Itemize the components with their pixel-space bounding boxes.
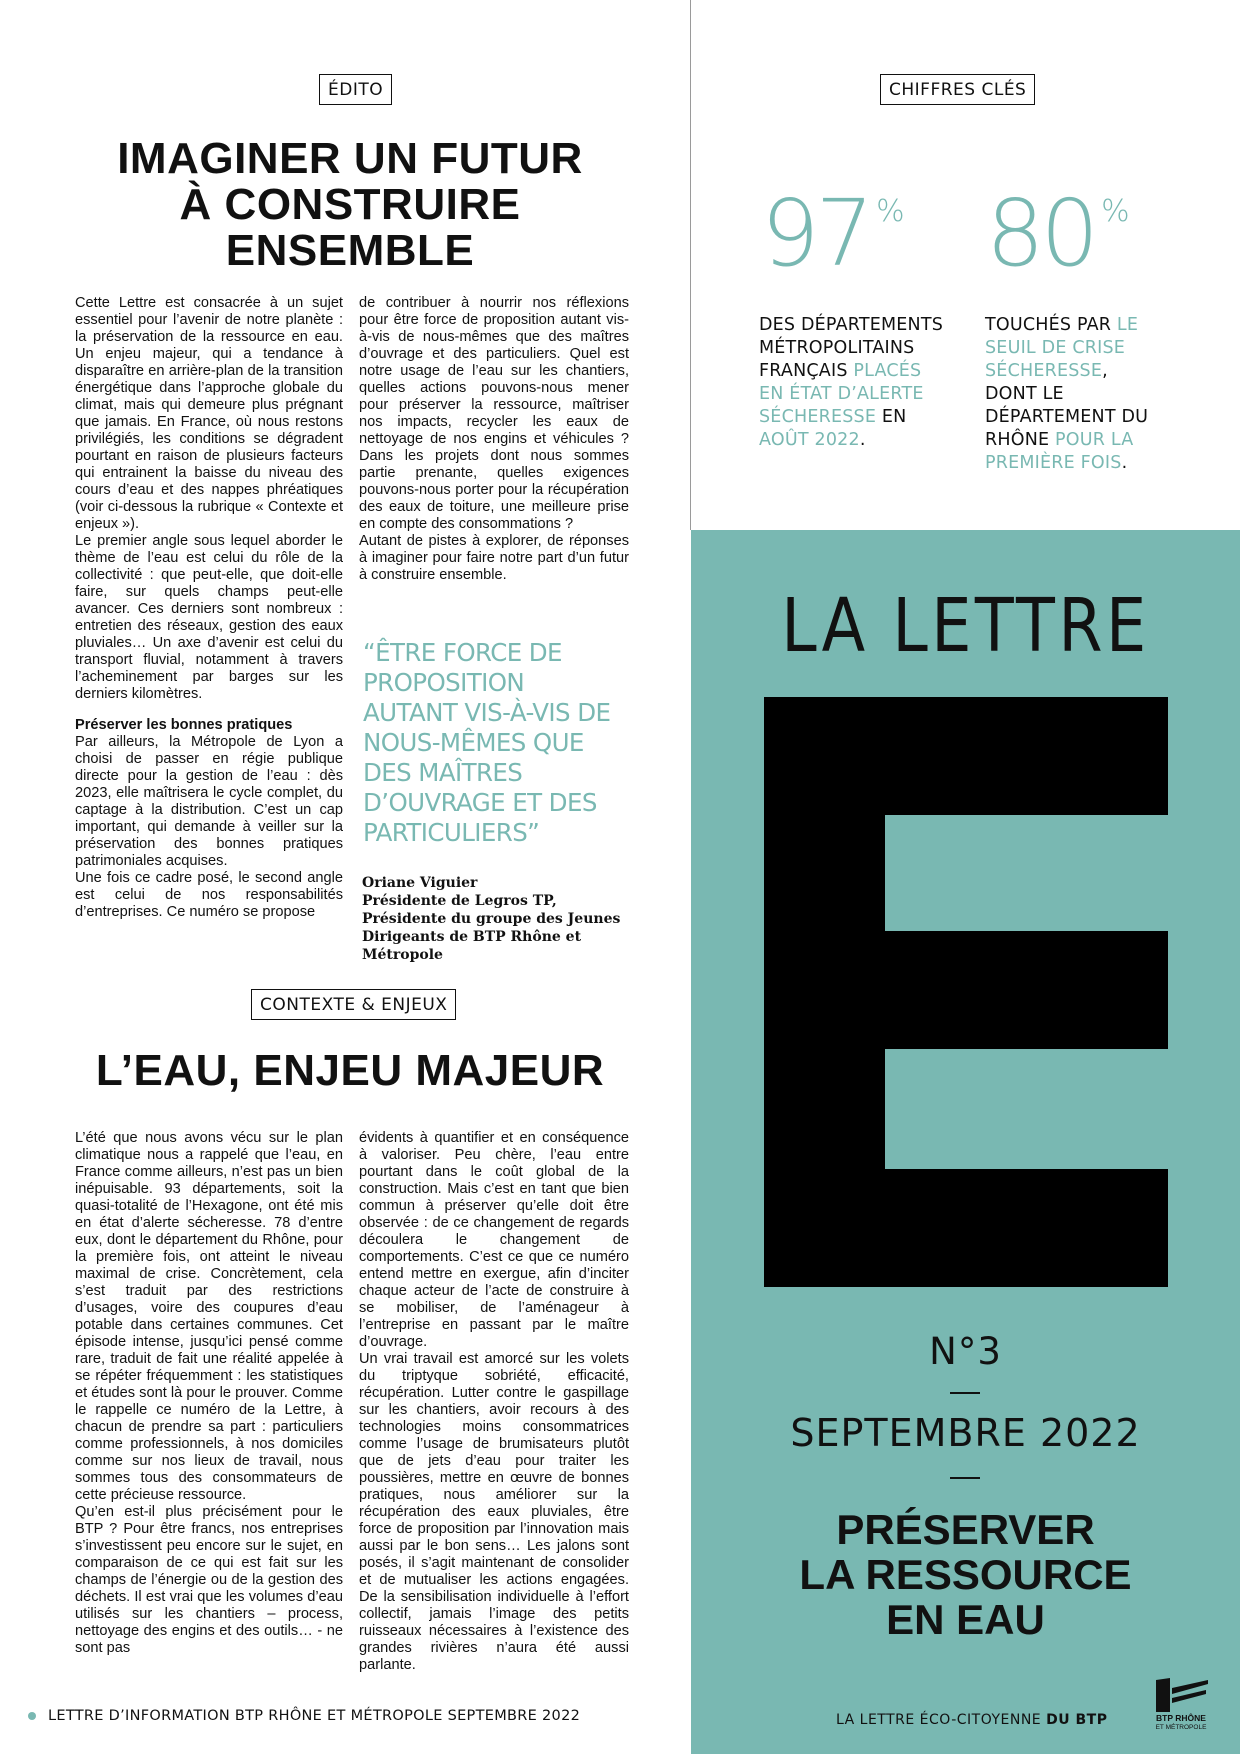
stat2-unit: % — [1101, 194, 1130, 229]
edito-paragraph: Le premier angle sous lequel aborder le thème de l’eau est celui du rôle de la collectivité : que peut-elle, que doit-elle faire, sur quels champs peut-elle avancer. Ces derniers sont nombreux : entretien des réseaux, gestion des eaux pluviales… Un axe d’avenir est celui du transport fluvial, notamment à travers l’acheminement par barges sur les derniers kilomètres. — [75, 533, 343, 702]
edito-pull-quote: “ÊTRE FORCE DE PROPOSITION AUTANT VIS-À-VIS DE NOUS-MÊMES QUE DES MAÎTRES D’OUVRAGE ET DES PARTICULIERS” — [363, 638, 611, 847]
bullet-dot-icon — [28, 1712, 36, 1720]
stat2-text-part: . — [1121, 453, 1128, 473]
dash-divider — [950, 1392, 980, 1394]
edito-subheading: Préserver les bonnes pratiques — [75, 717, 293, 733]
stat2-description — [985, 314, 1165, 475]
contexte-title: L’EAU, ENJEU MAJEUR — [95, 1046, 605, 1095]
edito-signature — [362, 874, 632, 964]
issue-number: N°3 — [929, 1330, 1002, 1373]
logo-name: BTP RHÔNE — [1156, 1713, 1206, 1723]
signature-line: Métropole — [362, 947, 443, 963]
key-figures-panel — [691, 0, 1240, 530]
stat1-unit: % — [876, 194, 905, 229]
edito-column-2 — [359, 295, 629, 584]
signature-line: Présidente du groupe des Jeunes — [362, 911, 621, 927]
footer-right-bold: DU BTP — [1046, 1712, 1108, 1728]
dash-divider — [950, 1477, 980, 1479]
edito-title-line: À CONSTRUIRE — [179, 180, 521, 229]
masthead: LA LETTRE — [781, 583, 1150, 669]
stat2-text-part: POUR LA PREMIÈRE FOIS — [985, 430, 1134, 473]
stat1-text-part: AOÛT 2022 — [759, 430, 860, 450]
stat2-value — [986, 180, 1130, 302]
contexte-paragraph: Qu’en est-il plus précisément pour le BTP ? Pour être francs, nos entreprises s’investissent peu encore sur le sujet, en comparaison de ce qui est fait sur les champs de l’énergie ou de la gestion des déchets. Il est vrai que les volumes d’eau utilisés sur les chantiers – process, nettoyage des engins et des outils… - ne sont pas — [75, 1504, 343, 1656]
stat2-number: 80 — [986, 180, 1096, 287]
footer-right-prefix: LA LETTRE ÉCO-CITOYENNE — [836, 1712, 1047, 1728]
logo-text — [1146, 1714, 1216, 1732]
chiffres-tag: CHIFFRES CLÉS — [880, 74, 1035, 105]
contexte-paragraph: Un vrai travail est amorcé sur les volets du triptyque sobriété, efficacité, récupération. Lutter contre le gaspillage sur les chantiers, avoir recours à des technologies moins consommatrices comme l’usage de brumisateurs plutôt que de jets d’eau pour traiter les poussières, mettre en œuvre de bonnes pratiques, nous améliorer sur la récupération des eaux pluviales, être force de proposition par l’innovation mais aussi par le bon sens… Les jalons sont posés, il s’agit maintenant de consolider et de mutualiser les actions engagées. De la sensibilisation individuelle à l’effort collectif, jamais l’image des petits ruisseaux nécessaires à l’existence des grandes rivières n’aura été aussi parlante. — [359, 1351, 629, 1673]
cover-title — [691, 1507, 1240, 1642]
stat1-text-part: EN — [876, 407, 907, 427]
footer-left — [28, 1708, 580, 1724]
footer-right — [836, 1712, 1107, 1728]
footer-left-text: LETTRE D’INFORMATION BTP RHÔNE ET MÉTROPOLE SEPTEMBRE 2022 — [48, 1708, 581, 1724]
stat1-number: 97 — [761, 180, 871, 287]
edito-title-line: IMAGINER UN FUTUR — [117, 134, 583, 183]
logo-sub: ET MÉTROPOLE — [1155, 1724, 1207, 1731]
edito-paragraph: Cette Lettre est consacrée à un sujet essentiel pour l’avenir de notre planète : la préservation de la ressource en eau. Un enjeu majeur, qui a tendance à disparaître en arrière-plan de la transition énergétique dans l’approche globale du climat, mais qui demeure plus prégnant que jamais. En France, où nous restons privilégiés, les conditions se dégradent pourtant en raison de plusieurs facteurs qui entrainent la baisse du niveau des cours d’eau et des nappes phréatiques (voir ci-dessous la rubrique « Contexte et enjeux »). — [75, 295, 343, 532]
edito-column-1 — [75, 295, 343, 921]
stat2-text-part: , DONT LE DÉPARTEMENT DU RHÔNE — [985, 361, 1149, 450]
contexte-tag: CONTEXTE & ENJEUX — [251, 989, 456, 1020]
signature-line: Présidente de Legros TP, — [362, 893, 557, 909]
signature-line: Oriane Viguier — [362, 875, 478, 891]
issue-date: SEPTEMBRE 2022 — [790, 1411, 1141, 1455]
contexte-paragraph: évidents à quantifier et en conséquence à valoriser. Peu chère, l’eau entre pourtant dans le coût global de la construction. Mais c’est en tant que bien commun à préserver qu’elle doit être observée : de ce changement de regards découlera le changement de comportements. C’est ce que ce numéro entend mettre en exergue, afin d’inciter chaque acteur de l’acte de construire à se mobiliser, de l’aménageur à l’entreprise en passant par le maître d’ouvrage. — [359, 1130, 629, 1350]
edito-title-line: ENSEMBLE — [225, 226, 475, 275]
stat2-text-part: TOUCHÉS PAR — [985, 315, 1117, 335]
cover-title-line: PRÉSERVER — [836, 1506, 1095, 1553]
edito-paragraph: Une fois ce cadre posé, le second angle est celui de nos responsabilités d’entreprises. Ce numéro se propose — [75, 870, 343, 920]
big-letter-e — [764, 697, 1168, 1287]
edito-title — [40, 136, 660, 274]
cover-title-line: LA RESSOURCE — [799, 1551, 1132, 1598]
contexte-paragraph: L’été que nous avons vécu sur le plan climatique nous a rappelé que l’eau, en France comme ailleurs, n’est pas un bien inépuisable. 93 départements, soit la quasi-totalité de l’Hexagone, ont été mis en état d’alerte sécheresse. 78 d’entre eux, dont le département du Rhône, pour la première fois, ont atteint le niveau maximal de crise. Concrètement, cela s’est traduit par des restrictions d’usages, voire des coupures d’eau potable dans certaines communes. Cet épisode intense, jusqu’ici pensé comme rare, traduit de fait une réalité appelée à se répéter fréquemment : les statistiques et études sont là pour le prouver. Comme le rappelle ce numéro de la Lettre, à chacun de prendre sa part : particuliers comme professionnels, à nos domiciles comme sur nos lieux de travail, nous sommes tous des consommateurs de cette précieuse ressource. — [75, 1130, 343, 1503]
contexte-column-1 — [75, 1130, 343, 1657]
stat1-text-part: DES DÉPARTEMENTS MÉTROPOLITAINS FRANÇAIS — [759, 315, 944, 381]
edito-paragraph: Autant de pistes à explorer, de réponses à imaginer pour faire notre part d’un futur à construire ensemble. — [359, 533, 629, 583]
signature-line: Dirigeants de BTP Rhône et — [362, 929, 582, 945]
edito-tag: ÉDITO — [319, 74, 392, 105]
stat1-text-part: . — [859, 430, 866, 450]
stat2-text-part: LE SEUIL DE CRISE SÉCHERESSE — [985, 315, 1139, 381]
stat1-description — [759, 314, 949, 452]
stat1-text-part: PLACÉS EN ÉTAT D’ALERTE SÉCHERESSE — [759, 361, 924, 427]
edito-paragraph: Par ailleurs, la Métropole de Lyon a choisi de passer en régie publique directe pour la gestion de l’eau : dès 2023, elle maîtrisera le cycle complet, du captage à la distribution. C’est un cap important, qui demande à veiller sur la préservation des bonnes pratiques patrimoniales acquises. — [75, 734, 343, 869]
cover-title-line: EN EAU — [886, 1596, 1045, 1643]
stat1-value — [761, 180, 905, 302]
contexte-column-2 — [359, 1130, 629, 1674]
cover-panel — [691, 530, 1240, 1754]
edito-paragraph: de contribuer à nourrir nos réflexions pour être force de proposition autant vis-à-vis de nous-mêmes que des maîtres d’ouvrage et des particuliers. Quel est notre usage de l’eau sur les chantiers, quelles actions pouvons-nous mener pour préserver la ressource, maîtriser nos impacts, recycler les eaux de nettoyage de nos engins et véhicules ? Dans les projets dont nous sommes partie prenante, quelles exigences pouvons-nous porter pour la récupération des eaux de toiture, une meilleure prise en compte des consommations ? — [359, 295, 629, 532]
